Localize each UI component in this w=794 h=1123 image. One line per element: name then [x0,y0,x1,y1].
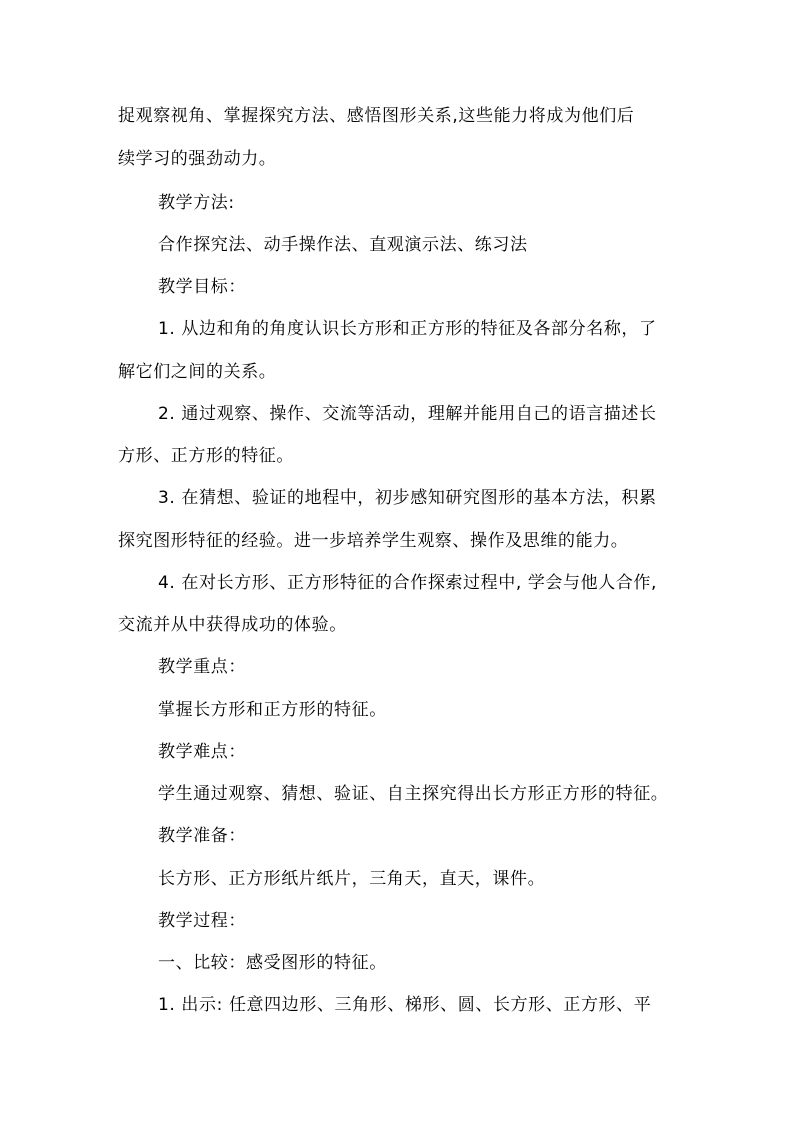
teaching-methods-list: 合作探究法、动手操作法、直观演示法、练习法 [158,235,528,255]
goal-1-line-1: 1. 从边和角的角度认识长方形和正方形的特征及各部分名称，了 [158,319,657,339]
heading-teaching-goals: 教学目标： [158,277,246,297]
goal-4-line-1: 4. 在对长方形、正方形特征的合作探索过程中, 学会与他人合作, [158,573,658,593]
goal-2-line-2: 方形、正方形的特征。 [118,446,294,466]
goal-2-line-1: 2. 通过观察、操作、交流等活动，理解并能用自己的语言描述长 [158,404,657,424]
heading-difficulties: 教学难点： [158,742,246,762]
process-step-1-title: 一、比较：感受图形的特征。 [158,953,387,973]
goal-1-line-2: 解它们之间的关系。 [118,362,277,382]
heading-preparation: 教学准备： [158,826,246,846]
paragraph-line-1: 捉观察视角、掌握探究方法、感悟图形关系,这些能力将成为他们后 [118,106,635,126]
preparation-text: 长方形、正方形纸片纸片，三角天，直天，课件。 [158,869,546,889]
heading-process: 教学过程： [158,911,246,931]
goal-3-line-2: 探究图形特征的经验。进一步培养学生观察、操作及思维的能力。 [118,531,629,551]
process-step-1-item-1: 1. 出示: 任意四边形、三角形、梯形、圆、长方形、正方形、平 [158,995,652,1015]
paragraph-line-2: 续学习的强劲动力。 [118,149,277,169]
difficulties-text: 学生通过观察、猜想、验证、自主探究得出长方形正方形的特征。 [158,784,669,804]
goal-3-line-1: 3. 在猜想、验证的地程中，初步感知研究图形的基本方法，积累 [158,488,657,508]
heading-teaching-methods: 教学方法: [158,193,235,213]
goal-4-line-2: 交流并从中获得成功的体验。 [118,615,347,635]
key-points-text: 掌握长方形和正方形的特征。 [158,700,387,720]
heading-key-points: 教学重点： [158,657,246,677]
